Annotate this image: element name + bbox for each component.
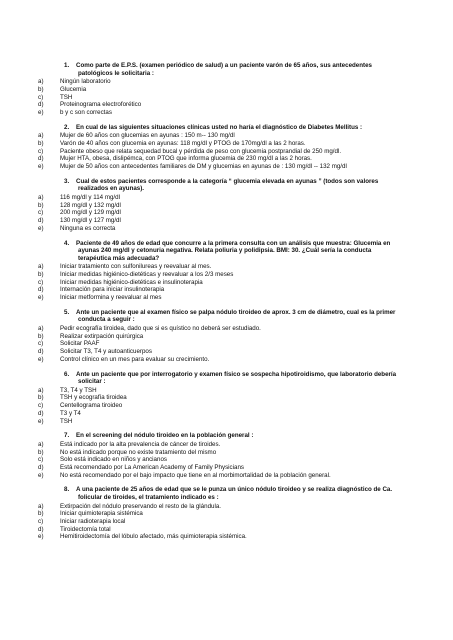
- option-text: Hemitiroidectomía del lóbulo afectado, más quimioterapia sistémica.: [60, 533, 247, 541]
- option-item: [38, 155, 401, 163]
- option-letter: b): [38, 448, 44, 456]
- option-item: [38, 387, 401, 395]
- option-item: [38, 394, 401, 402]
- option-item: [38, 148, 401, 156]
- option-text: Iniciar quimioterapia sistémica: [60, 510, 143, 518]
- option-text: Iniciar medidas higiénico-dietéticas e insulinoterapia: [60, 278, 203, 286]
- option-letter: a): [38, 502, 44, 510]
- option-letter: d): [38, 348, 44, 356]
- option-list: [38, 194, 401, 233]
- option-letter: d): [38, 525, 44, 533]
- option-item: [38, 163, 401, 171]
- option-text: Iniciar metformina y reevaluar al mes: [60, 294, 162, 302]
- question-text: Cual de estos pacientes corresponde a la categoría “ glucemia elevada en ayunas ” (todos son valores realizados en ayunas).: [76, 177, 379, 193]
- option-text: Mujer de 50 años con antecedentes familiares de DM y glucemias en ayunas de : 130 mg/dl -- 132 mg/dl: [60, 163, 347, 171]
- question-text: Como parte de E.P.S. (examen periódico de salud) a un paciente varón de 65 años, sus antecedentes patológicos le solicitaria :: [76, 62, 372, 77]
- option-text: Mujer de 60 años con glucemias en ayunas : 150 m-- 130 mg/dl: [60, 132, 235, 140]
- question-text: En el screening del nódulo tiroideo en la población general :: [76, 432, 254, 440]
- option-item: [38, 101, 401, 109]
- option-text: Está recomendado por La American Academy of Family Physicians: [60, 463, 244, 471]
- option-letter: b): [38, 140, 44, 147]
- question-text: A una paciente de 25 años de edad que se le punza un único nódulo tiroideo y se realiza diagnóstico de Ca. folicular de tiroides, el tratamiento indicado es :: [76, 486, 393, 501]
- question-6: [38, 370, 401, 426]
- option-text: Solicitar PAAF: [60, 340, 100, 348]
- option-item: [38, 202, 401, 210]
- option-text: T3 y T4: [60, 409, 81, 417]
- option-list: [38, 386, 401, 426]
- option-item: [38, 510, 401, 518]
- question-2: [38, 123, 401, 171]
- question-number: 3.: [64, 177, 70, 185]
- option-text: Mujer HTA, obesa, dislipémca, con PTOG que informa glucemia de 230 mg/dl a las 2 horas.: [60, 155, 312, 163]
- option-text: Iniciar radioterapia local: [60, 517, 126, 525]
- option-item: [38, 132, 401, 140]
- option-letter: a): [38, 132, 44, 140]
- option-letter: c): [38, 517, 44, 525]
- option-item: [38, 325, 401, 333]
- option-text: Centellograma tiroideo: [60, 402, 123, 410]
- option-list: [38, 132, 401, 171]
- option-letter: c): [38, 209, 44, 217]
- option-text: TSH: [60, 417, 73, 425]
- option-letter: b): [38, 201, 44, 209]
- option-text: Pedir ecografía tiroidea, dado que si es quístico no deberá ser estudiado.: [60, 325, 261, 332]
- option-letter: a): [38, 78, 44, 86]
- question-text: En cual de las siguientes situaciones clínicas usted no haría el diagnóstico de Diabetes Mellitus :: [76, 123, 363, 131]
- option-letter: e): [38, 163, 44, 171]
- option-item: [38, 263, 401, 271]
- question-number: 5.: [64, 308, 70, 316]
- option-letter: b): [38, 85, 44, 93]
- option-letter: b): [38, 271, 44, 278]
- option-item: [38, 418, 401, 426]
- option-letter: a): [38, 386, 44, 394]
- option-letter: c): [38, 456, 44, 464]
- option-item: [38, 109, 401, 117]
- option-item: [38, 441, 401, 449]
- option-text: TSH: [60, 93, 73, 101]
- option-item: [38, 464, 401, 472]
- option-item: [38, 348, 401, 356]
- option-letter: d): [38, 101, 44, 109]
- question-number: 6.: [64, 370, 70, 378]
- option-item: [38, 533, 401, 541]
- option-letter: c): [38, 93, 44, 101]
- question-number: 8.: [64, 486, 70, 494]
- option-text: 116 mg/dl y 114 mg/dl: [60, 194, 120, 201]
- option-text: Realizar extirpación quirúrgica: [60, 332, 144, 340]
- option-letter: a): [38, 194, 44, 201]
- option-item: [38, 518, 401, 526]
- option-text: Solicitar T3, T4 y autoanticuerpos: [60, 348, 152, 356]
- option-letter: a): [38, 440, 44, 448]
- option-item: [38, 402, 401, 410]
- option-text: Control clínico en un mes para evaluar su crecimiento.: [60, 355, 210, 363]
- question-7: [38, 432, 401, 479]
- option-text: Está indicado por la alta prevalencia de cáncer de tiroides.: [60, 440, 221, 448]
- option-letter: e): [38, 417, 44, 425]
- option-item: [38, 456, 401, 464]
- option-item: [38, 78, 401, 86]
- option-item: [38, 356, 401, 364]
- option-item: [38, 333, 401, 341]
- option-letter: e): [38, 533, 44, 541]
- option-item: [38, 140, 401, 148]
- option-text: Ninguna es correcta: [60, 224, 116, 232]
- option-text: No está indicado porque no existe tratamiento del mismo: [60, 448, 217, 456]
- option-item: [38, 526, 401, 534]
- option-text: 128 mg/dl y 132 mg/dl: [60, 201, 121, 209]
- option-letter: d): [38, 217, 44, 225]
- option-letter: b): [38, 510, 44, 518]
- option-text: T3, T4 y TSH: [60, 386, 97, 394]
- option-letter: d): [38, 409, 44, 417]
- question-number: 4.: [64, 239, 70, 247]
- option-item: [38, 194, 401, 202]
- option-list: [38, 440, 401, 480]
- option-letter: c): [38, 147, 44, 155]
- option-letter: d): [38, 463, 44, 471]
- option-item: [38, 86, 401, 94]
- option-text: 130 mg/dl y 127 mg/dl: [60, 217, 121, 225]
- question-text: Ante un paciente que al examen físico se palpa nódulo tiroideo de aprox. 3 cm de diámetro, cual es la primer conducta a seguir :: [76, 308, 396, 324]
- option-letter: b): [38, 394, 44, 402]
- question-4: [38, 239, 401, 302]
- option-text: Internación para iniciar insulinoterapia: [60, 286, 165, 294]
- option-item: [38, 225, 401, 233]
- option-item: [38, 340, 401, 348]
- question-3: [38, 177, 401, 233]
- option-item: [38, 503, 401, 511]
- option-text: Ningún laboratorio: [60, 78, 111, 86]
- question-1: [38, 62, 401, 117]
- option-item: [38, 217, 401, 225]
- option-letter: e): [38, 471, 44, 479]
- option-list: [38, 502, 401, 542]
- option-item: [38, 94, 401, 102]
- option-text: Varón de 40 años con glucemia en ayunas: 118 mg/dl y PTOG de 170mg/dl a las 2 horas.: [60, 140, 306, 147]
- option-letter: d): [38, 286, 44, 294]
- option-item: [38, 209, 401, 217]
- option-text: Extirpación del nódulo preservando el resto de la glándula.: [60, 502, 221, 510]
- option-letter: a): [38, 325, 44, 332]
- option-letter: e): [38, 294, 44, 302]
- option-letter: e): [38, 355, 44, 363]
- option-text: Paciente obeso que relata sequedad bucal y pérdida de peso con glucemia postprandial de 250 mg/dl.: [60, 147, 342, 155]
- option-letter: c): [38, 278, 44, 286]
- question-text: Ante un paciente que por interrogatorio y examen físico se sospecha hipotiroidismo, que laboratorio debería solicitar :: [76, 370, 397, 386]
- option-item: [38, 472, 401, 480]
- question-8: [38, 486, 401, 541]
- option-item: [38, 271, 401, 279]
- option-text: b y c son correctas: [60, 109, 112, 116]
- option-letter: c): [38, 340, 44, 348]
- option-letter: c): [38, 402, 44, 410]
- option-text: Glucemia: [60, 85, 87, 93]
- option-text: Solo está indicado en niños y ancianos: [60, 456, 167, 464]
- option-text: No está recomendado por el bajo impacto que tiene en al morbimortalidad de la población general.: [60, 471, 331, 479]
- option-text: 200 mg/dl y 129 mg/dl: [60, 209, 121, 217]
- question-number: 2.: [64, 123, 70, 131]
- option-item: [38, 279, 401, 287]
- option-letter: e): [38, 224, 44, 232]
- question-number: 1.: [64, 62, 70, 69]
- option-list: [38, 325, 401, 364]
- option-text: Iniciar tratamiento con sulfonilureas y reevaluar al mes.: [60, 263, 212, 271]
- option-item: [38, 449, 401, 457]
- option-list: [38, 263, 401, 302]
- option-item: [38, 294, 401, 302]
- option-item: [38, 286, 401, 294]
- option-text: Proteinograma electroforético: [60, 101, 142, 109]
- option-letter: e): [38, 109, 44, 116]
- option-text: TSH y ecografía tiroidea: [60, 394, 127, 402]
- option-item: [38, 410, 401, 418]
- option-letter: b): [38, 332, 44, 340]
- option-letter: a): [38, 263, 44, 271]
- option-text: Tiroidectomía total: [60, 525, 111, 533]
- option-text: Iniciar medidas higiénico-dietéticas y reevaluar a los 2/3 meses: [60, 271, 234, 278]
- option-letter: d): [38, 155, 44, 163]
- question-number: 7.: [64, 432, 70, 440]
- option-list: [38, 78, 401, 117]
- question-5: [38, 308, 401, 364]
- question-text: Paciente de 49 años de edad que concurre a la primera consulta con un análisis que muestra: Glucemia en ayunas 240 mg/dl y cetonuria negativa. Relata poliuria y polidipsia. BMI: 30. ¿Cuál sería la conducta terapéutica más adecuada?: [76, 239, 391, 262]
